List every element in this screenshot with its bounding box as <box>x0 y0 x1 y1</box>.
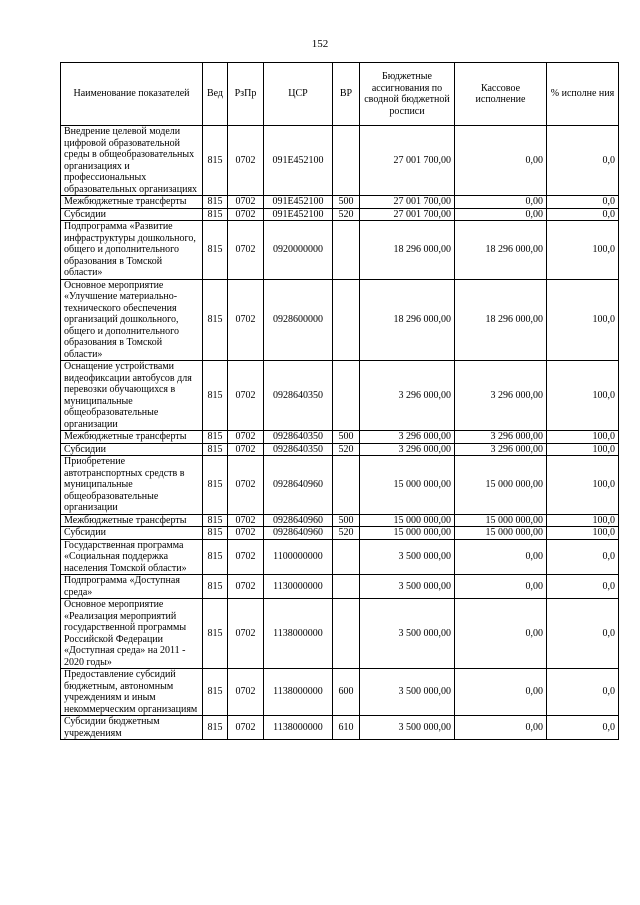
cell-percent: 100,0 <box>547 361 619 431</box>
cell-vr <box>333 599 360 669</box>
cell-vr: 500 <box>333 514 360 527</box>
cell-cash: 18 296 000,00 <box>455 279 547 361</box>
header-percent: % исполне ния <box>547 63 619 126</box>
header-ved: Вед <box>203 63 228 126</box>
cell-cash: 15 000 000,00 <box>455 527 547 540</box>
cell-vr <box>333 456 360 515</box>
cell-csr: 1138000000 <box>264 669 333 716</box>
cell-budget: 3 500 000,00 <box>360 599 455 669</box>
table-header-row <box>61 63 619 126</box>
cell-percent: 0,0 <box>547 575 619 599</box>
cell-percent: 100,0 <box>547 514 619 527</box>
cell-budget: 15 000 000,00 <box>360 456 455 515</box>
cell-rzpr: 0702 <box>228 208 264 221</box>
table-row <box>61 221 619 280</box>
cell-cash: 18 296 000,00 <box>455 221 547 280</box>
cell-csr: 091E452100 <box>264 208 333 221</box>
cell-csr: 1138000000 <box>264 716 333 740</box>
cell-name: Субсидии <box>61 527 203 540</box>
cell-rzpr: 0702 <box>228 539 264 575</box>
cell-percent: 100,0 <box>547 221 619 280</box>
cell-cash: 0,00 <box>455 669 547 716</box>
cell-percent: 0,0 <box>547 716 619 740</box>
budget-table <box>60 62 619 740</box>
cell-rzpr: 0702 <box>228 716 264 740</box>
cell-ved: 815 <box>203 279 228 361</box>
cell-cash: 0,00 <box>455 208 547 221</box>
cell-name: Приобретение автотранспортных средств в муниципальные общеобразовательные организации <box>61 456 203 515</box>
cell-ved: 815 <box>203 716 228 740</box>
table-row <box>61 196 619 209</box>
cell-cash: 0,00 <box>455 599 547 669</box>
cell-ved: 815 <box>203 196 228 209</box>
cell-rzpr: 0702 <box>228 221 264 280</box>
cell-cash: 3 296 000,00 <box>455 443 547 456</box>
cell-ved: 815 <box>203 431 228 444</box>
table-row <box>61 539 619 575</box>
cell-csr: 1100000000 <box>264 539 333 575</box>
table-row <box>61 575 619 599</box>
cell-vr <box>333 361 360 431</box>
cell-vr: 600 <box>333 669 360 716</box>
cell-cash: 3 296 000,00 <box>455 431 547 444</box>
cell-name: Оснащение устройствами видеофиксации автобусов для перевозки обучающихся в муниципальные общеобразовательные организации <box>61 361 203 431</box>
cell-csr: 091E452100 <box>264 126 333 196</box>
header-name: Наименование показателей <box>61 63 203 126</box>
cell-ved: 815 <box>203 527 228 540</box>
cell-cash: 0,00 <box>455 196 547 209</box>
cell-rzpr: 0702 <box>228 599 264 669</box>
cell-ved: 815 <box>203 599 228 669</box>
cell-budget: 15 000 000,00 <box>360 527 455 540</box>
cell-budget: 15 000 000,00 <box>360 514 455 527</box>
cell-budget: 3 500 000,00 <box>360 716 455 740</box>
cell-ved: 815 <box>203 669 228 716</box>
cell-vr <box>333 126 360 196</box>
cell-rzpr: 0702 <box>228 514 264 527</box>
cell-cash: 0,00 <box>455 716 547 740</box>
cell-vr: 520 <box>333 208 360 221</box>
cell-percent: 0,0 <box>547 669 619 716</box>
cell-percent: 100,0 <box>547 527 619 540</box>
cell-csr: 0928640960 <box>264 527 333 540</box>
table-row <box>61 716 619 740</box>
cell-csr: 091E452100 <box>264 196 333 209</box>
cell-vr: 610 <box>333 716 360 740</box>
cell-csr: 0928640350 <box>264 431 333 444</box>
cell-budget: 27 001 700,00 <box>360 208 455 221</box>
cell-name: Межбюджетные трансферты <box>61 514 203 527</box>
cell-percent: 0,0 <box>547 208 619 221</box>
cell-rzpr: 0702 <box>228 443 264 456</box>
cell-budget: 27 001 700,00 <box>360 196 455 209</box>
header-budget: Бюджетные ассигнования по сводной бюджетной росписи <box>360 63 455 126</box>
cell-name: Внедрение целевой модели цифровой образовательной среды в общеобразовательных организациях и профессиональных образовательных организациях <box>61 126 203 196</box>
cell-name: Субсидии <box>61 208 203 221</box>
cell-csr: 0928600000 <box>264 279 333 361</box>
cell-cash: 15 000 000,00 <box>455 514 547 527</box>
cell-name: Субсидии бюджетным учреждениям <box>61 716 203 740</box>
cell-rzpr: 0702 <box>228 431 264 444</box>
cell-name: Субсидии <box>61 443 203 456</box>
cell-cash: 0,00 <box>455 575 547 599</box>
cell-vr: 500 <box>333 196 360 209</box>
cell-percent: 0,0 <box>547 539 619 575</box>
table-row <box>61 527 619 540</box>
cell-vr: 500 <box>333 431 360 444</box>
cell-cash: 3 296 000,00 <box>455 361 547 431</box>
cell-name: Предоставление субсидий бюджетным, автономным учреждениям и иным некоммерческим организациям <box>61 669 203 716</box>
cell-percent: 100,0 <box>547 279 619 361</box>
cell-csr: 0928640960 <box>264 514 333 527</box>
cell-rzpr: 0702 <box>228 527 264 540</box>
cell-cash: 15 000 000,00 <box>455 456 547 515</box>
page-number: 152 <box>311 38 329 50</box>
cell-rzpr: 0702 <box>228 575 264 599</box>
cell-rzpr: 0702 <box>228 669 264 716</box>
cell-csr: 0928640960 <box>264 456 333 515</box>
cell-vr <box>333 539 360 575</box>
header-vr: ВР <box>333 63 360 126</box>
cell-rzpr: 0702 <box>228 126 264 196</box>
cell-rzpr: 0702 <box>228 196 264 209</box>
cell-csr: 1130000000 <box>264 575 333 599</box>
cell-name: Межбюджетные трансферты <box>61 196 203 209</box>
cell-name: Основное мероприятие «Реализация мероприятий государственной программы Российской Федерации «Доступная среда» на 2011 - 2020 годы» <box>61 599 203 669</box>
cell-csr: 0920000000 <box>264 221 333 280</box>
cell-vr <box>333 279 360 361</box>
table-row <box>61 599 619 669</box>
cell-ved: 815 <box>203 514 228 527</box>
table-row <box>61 514 619 527</box>
cell-name: Основное мероприятие «Улучшение материально-технического обеспечения организаций дошкольного, общего и дополнительного образования в Томской области» <box>61 279 203 361</box>
table-row <box>61 279 619 361</box>
cell-percent: 100,0 <box>547 443 619 456</box>
table-row <box>61 431 619 444</box>
cell-name: Государственная программа «Социальная поддержка населения Томской области» <box>61 539 203 575</box>
cell-budget: 3 500 000,00 <box>360 669 455 716</box>
table-row <box>61 443 619 456</box>
cell-ved: 815 <box>203 456 228 515</box>
cell-vr: 520 <box>333 527 360 540</box>
cell-name: Межбюджетные трансферты <box>61 431 203 444</box>
cell-vr <box>333 575 360 599</box>
cell-budget: 3 500 000,00 <box>360 575 455 599</box>
cell-percent: 0,0 <box>547 126 619 196</box>
cell-name: Подпрограмма «Развитие инфраструктуры дошкольного, общего и дополнительного образования в Томской области» <box>61 221 203 280</box>
table-row <box>61 208 619 221</box>
cell-percent: 0,0 <box>547 196 619 209</box>
cell-csr: 1138000000 <box>264 599 333 669</box>
header-cash: Кассовое исполнение <box>455 63 547 126</box>
cell-ved: 815 <box>203 126 228 196</box>
cell-cash: 0,00 <box>455 539 547 575</box>
cell-budget: 18 296 000,00 <box>360 279 455 361</box>
cell-ved: 815 <box>203 208 228 221</box>
cell-ved: 815 <box>203 361 228 431</box>
cell-vr: 520 <box>333 443 360 456</box>
cell-rzpr: 0702 <box>228 361 264 431</box>
cell-budget: 3 500 000,00 <box>360 539 455 575</box>
cell-name: Подпрограмма «Доступная среда» <box>61 575 203 599</box>
table-row <box>61 126 619 196</box>
header-rzpr: РзПр <box>228 63 264 126</box>
cell-vr <box>333 221 360 280</box>
table-row <box>61 669 619 716</box>
header-csr: ЦСР <box>264 63 333 126</box>
cell-csr: 0928640350 <box>264 361 333 431</box>
table-row <box>61 361 619 431</box>
cell-csr: 0928640350 <box>264 443 333 456</box>
cell-ved: 815 <box>203 221 228 280</box>
cell-percent: 0,0 <box>547 599 619 669</box>
cell-budget: 3 296 000,00 <box>360 361 455 431</box>
cell-rzpr: 0702 <box>228 456 264 515</box>
cell-budget: 18 296 000,00 <box>360 221 455 280</box>
cell-budget: 27 001 700,00 <box>360 126 455 196</box>
cell-ved: 815 <box>203 575 228 599</box>
cell-cash: 0,00 <box>455 126 547 196</box>
cell-ved: 815 <box>203 443 228 456</box>
cell-rzpr: 0702 <box>228 279 264 361</box>
cell-budget: 3 296 000,00 <box>360 443 455 456</box>
table-row <box>61 456 619 515</box>
cell-budget: 3 296 000,00 <box>360 431 455 444</box>
cell-percent: 100,0 <box>547 431 619 444</box>
cell-ved: 815 <box>203 539 228 575</box>
cell-percent: 100,0 <box>547 456 619 515</box>
